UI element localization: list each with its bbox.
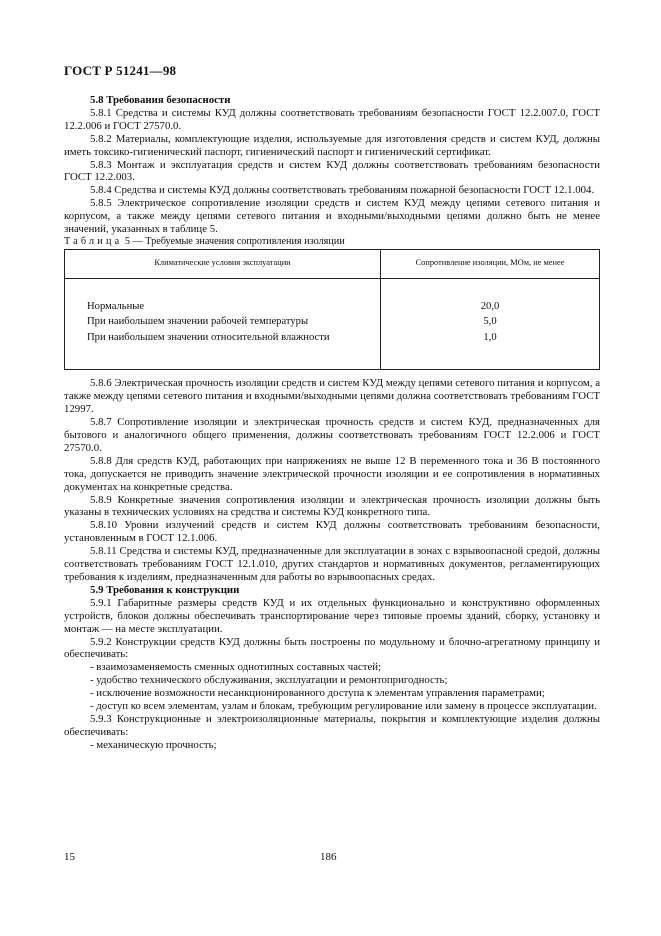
table-caption-text: 5 — Требуемые значения сопротивления изоляции [124,235,345,247]
paragraph: 5.8.1 Средства и системы КУД должны соответствовать требованиям безопасности ГОСТ 12.2.007.0, ГОСТ 12.2.006 и ГОСТ 27570.0. [64,106,600,132]
list-item: - удобство технического обслуживания, эксплуатации и ремонтопригодность; [90,674,448,687]
page-body [64,94,600,752]
paragraph: 5.8.9 Конкретные значения сопротивления изоляции и электрическая прочность изоляции должны быть указаны в технических условиях на средства и системы КУД конкретного типа. [64,493,600,519]
table-cell-value: 20,0 [480,300,500,312]
paragraph: 5.9.3 Конструкционные и электроизоляционные материалы, покрытия и комплектующие изделия должны обеспечивать: [64,712,600,738]
document-header: ГОСТ Р 51241—98 [64,63,177,78]
footer-left-number: 15 [64,851,75,863]
paragraph: 5.8.10 Уровни излучений средств и систем КУД должны соответствовать требованиям безопасности, установленным в ГОСТ 12.1.006. [64,519,600,545]
table-header-resistance: Сопротивление изоляции, МОм, не менее [381,249,600,278]
paragraph: 5.8.6 Электрическая прочность изоляции средств и систем КУД между цепями сетевого питания и корпусом, а также между цепями сетевого питания и входными/выходными цепями должна соответствовать требованиям ГОСТ 12997. [64,377,600,416]
table-caption [64,236,600,249]
paragraph: 5.8.8 Для средств КУД, работающих при напряжениях не выше 12 В переменного тока и 36 В постоянного тока, допускается не приводить значение электрической прочности изоляции и ее сопротивления в нормативных документах на конкретные средства. [64,454,600,493]
conditions-column [65,278,381,370]
section-heading: 5.9 Требования к конструкции [90,583,240,596]
table-cell-value: 5,0 [483,316,497,328]
list-item: - исключение возможности несанкционированного доступа к элементам управления параметрами; [90,687,545,700]
paragraph: 5.9.2 Конструкции средств КУД должны быть построены по модульному и блочно-агрегатному принципу и обеспечивать: [64,635,600,661]
table-cell-condition: Нормальные [87,300,145,312]
paragraph: 5.8.11 Средства и системы КУД, предназначенные для эксплуатации в зонах с взрывоопасной средой, должны соответствовать требованиям ГОСТ 12.1.010, других стандартов и нормативных документов, регламентирующих требования к изделиям, предназначенным для работы во взрывоопасных средах. [64,545,600,583]
table-cell-value: 1,0 [483,331,497,343]
table-caption-prefix: Таблица [64,235,123,247]
insulation-resistance-table [64,249,600,371]
section-heading: 5.8 Требования безопасности [90,94,231,106]
table-cell-condition: При наибольшем значении относительной влажности [87,331,330,343]
list-item: - взаимозаменяемость сменных однотипных составных частей; [90,661,382,674]
resistance-column [381,278,600,370]
paragraph: 5.8.3 Монтаж и эксплуатация средств и систем КУД должны соответствовать требованиям безопасности ГОСТ 12.2.003. [64,158,600,184]
list-item: - доступ ко всем элементам, узлам и блокам, требующим регулирование или замену в процессе эксплуатации. [90,700,597,713]
table-cell-condition: При наибольшем значении рабочей температуры [87,316,309,328]
paragraph: 5.8.5 Электрическое сопротивление изоляции средств и систем КУД между цепями сетевого питания и корпусом, а также между цепями сетевого питания и входными/выходными цепями должно быть не менее значений, указанных в таблице 5. [64,197,600,236]
paragraph: 5.8.2 Материалы, комплектующие изделия, используемые для изготовления средств и систем КУД, должны иметь токсико-гигиенический паспорт, гигиенический паспорт и гигиенический сертификат. [64,132,600,158]
list-item: - механическую прочность; [90,738,217,751]
paragraph: 5.8.4 Средства и системы КУД должны соответствовать требованиям пожарной безопасности ГОСТ 12.1.004. [90,184,595,197]
table-header-conditions: Климатические условия эксплуатации [65,249,381,278]
paragraph: 5.9.1 Габаритные размеры средств КУД и их отдельных функционально и конструктивно оформленных устройств, блоков должны обеспечивать транспортирование через типовые проемы зданий, сборку, установку и монтаж — на месте эксплуатации. [64,596,600,635]
page-number: 186 [320,851,337,863]
paragraph: 5.8.7 Сопротивление изоляции и электрическая прочность средств и систем КУД, предназначенных для бытового и аналогичного общего применения, должны соответствовать требованиям ГОСТ 12.2.006 и ГОСТ 27570.0. [64,416,600,454]
